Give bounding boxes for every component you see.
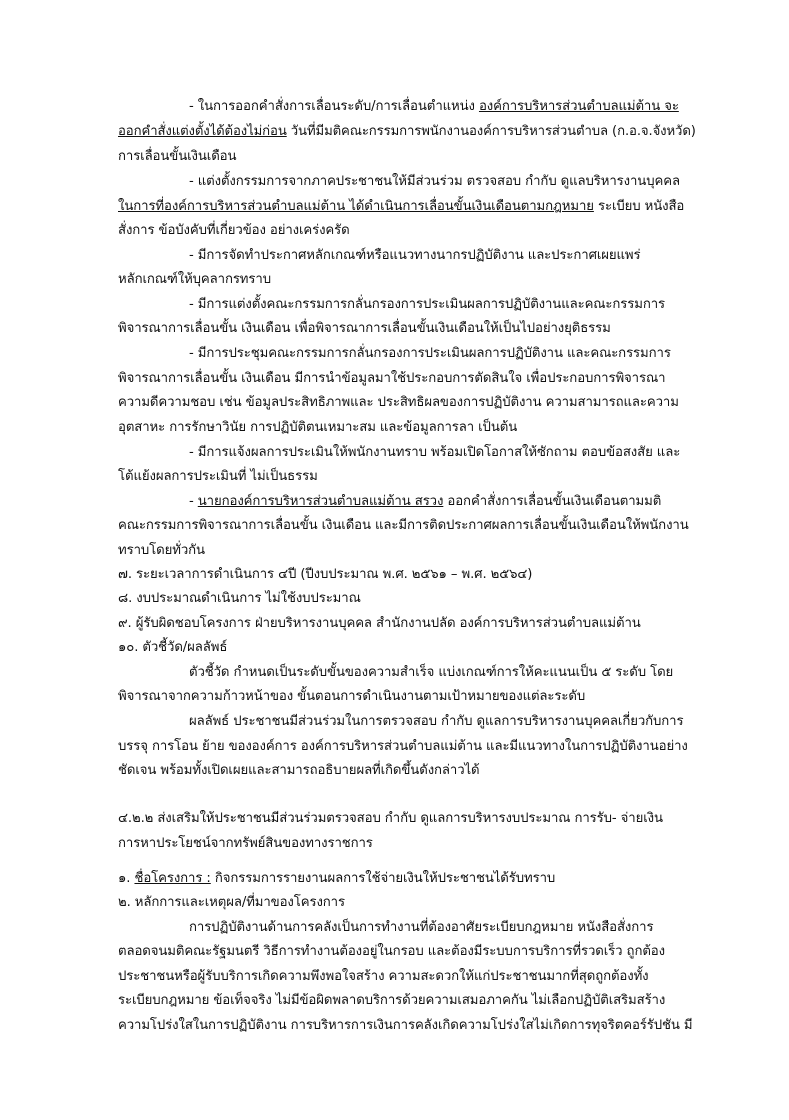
text-run: - มีการประชุมคณะกรรมการกลั่นกรองการประเมินผลการปฏิบัติงาน และคณะกรรมการ [189, 346, 671, 361]
text-run: ๗. ระยะเวลาการดำเนินการ ๔ปี (ปีงบประมาณ พ.ศ. ๒๕๖๑ – พ.ศ. ๒๕๖๔) [118, 567, 533, 582]
text-line [189, 172, 680, 192]
text-line [118, 942, 665, 962]
text-run: พิจารณาการเลื่อนขั้น เงินเดือน มีการนำข้อมูลมาใช้ประกอบการตัดสินใจ เพื่อประกอบการพิจารณา [118, 371, 666, 386]
text-run: อุตสาหะ การรักษาวินัย การปฏิบัติตนเหมาะสม และข้อมูลการลา เป็นต้น [118, 420, 518, 435]
text-line [118, 761, 480, 781]
text-run: พิจารณาการเลื่อนขั้น เงินเดือน เพื่อพิจารณาการเลื่อนขั้นเงินเดือนให้เป็นไปอย่างยุติธรรม [118, 321, 611, 336]
text-line [118, 834, 373, 854]
text-line [118, 991, 665, 1011]
text-run: ๘. งบประมาณดำเนินการ ไม่ใช้งบประมาณ [118, 591, 361, 606]
text-run: ผลลัพธ์ ประชาชนมีส่วนร่วมในการตรวจสอบ กำกับ ดูแลการบริหารงานบุคคลเกี่ยวกับการ [189, 714, 684, 729]
text-line [118, 809, 663, 829]
text-run: การหาประโยชน์จากทรัพย์สินของทางราชการ [118, 836, 373, 851]
text-run: ตัวชี้วัด กำหนดเป็นระดับขั้นของความสำเร็จ แบ่งเกณฑ์การให้คะแนนเป็น ๕ ระดับ โดย [189, 665, 674, 680]
text-run: - [189, 494, 198, 509]
text-run: ทราบโดยทั่วกัน [118, 543, 205, 558]
text-line [118, 869, 555, 889]
text-run: สั่งการ ข้อบังคับที่เกี่ยวข้อง อย่างเคร่งครัด [118, 223, 350, 238]
text-line [189, 663, 673, 683]
text-line [189, 492, 661, 512]
text-run: ตลอดจนมติคณะรัฐมนตรี วิธีการทำงานต้องอยู่ในกรอบ และต้องมีระบบการบริการที่รวดเร็ว ถูกต้อง [118, 944, 665, 959]
underlined-text: นายกองค์การบริหารส่วนตำบลแม่ต้าน สรวง [197, 494, 444, 509]
text-run: ระเบียบกฎหมาย ข้อเท็จจริง ไม่มีข้อผิดพลาดบริการด้วยความเสมอภาคกัน ไม่เลือกปฏิบัติเสริมสร้าง [118, 993, 666, 1008]
text-line [118, 589, 361, 609]
text-run: หลักเกณฑ์ให้บุคลากรทราบ [118, 272, 271, 287]
text-line [118, 147, 236, 167]
text-run: - ในการออกคำสั่งการเลื่อนระดับ/การเลื่อนตำแหน่ง [189, 99, 479, 114]
text-line [118, 687, 585, 707]
text-run: ๒. หลักการและเหตุผล/ที่มาของโครงการ [118, 895, 345, 910]
text-line [189, 443, 680, 463]
text-line [118, 737, 688, 757]
text-run: ๙. ผู้รับผิดชอบโครงการ ฝ่ายบริหารงานบุคคล สำนักงานปลัด องค์การบริหารส่วนตำบลแม่ต้าน [118, 616, 641, 631]
text-run: ๑๐. ตัวชี้วัด/ผลลัพธ์ [118, 640, 228, 655]
text-line [118, 516, 689, 536]
text-line [118, 393, 679, 413]
text-run: - มีการจัดทำประกาศหลักเกณฑ์หรือแนวทางนากรปฏิบัติงาน และประกาศเผยแพร่ [189, 248, 641, 263]
text-line [118, 614, 641, 634]
text-run: ระเบียบ หนังสือ [593, 199, 685, 214]
text-run: วันที่มีมติคณะกรรมการพนักงานองค์การบริหารส่วนตำบล (ก.อ.จ.จังหวัด) [286, 124, 696, 139]
text-run: ๑. [118, 871, 135, 886]
text-run: ความโปร่งใสในการปฏิบัติงาน การบริหารการเงินการคลังเกิดความโปร่งใสไม่เกิดการทุจริตคอร์รัปชัน มี [118, 1018, 693, 1033]
text-run: คณะกรรมการพิจารณาการเลื่อนขั้น เงินเดือน และมีการติดประกาศผลการเลื่อนขั้นเงินเดือนให้พนักงาน [118, 518, 689, 533]
text-line [118, 967, 649, 987]
text-run: ๔.๒.๒ ส่งเสริมให้ประชาชนมีส่วนร่วมตรวจสอบ กำกับ ดูแลการบริหารงบประมาณ การรับ- จ่ายเงิน [118, 811, 663, 826]
text-line [118, 122, 696, 142]
text-run: ประชาชนหรือผู้รับบริการเกิดความพึงพอใจสร้าง ความสะดวกให้แก่ประชาชนมากที่สุดถูกต้องทั้ง [118, 969, 649, 984]
text-line [118, 893, 345, 913]
text-line [189, 918, 653, 938]
text-run: - มีการแจ้งผลการประเมินให้พนักงานทราบ พร้อมเปิดโอกาสให้ซักถาม ตอบข้อสงสัย และ [189, 445, 681, 460]
text-line [118, 1016, 692, 1036]
text-line [189, 295, 665, 315]
text-run: ออกคำสั่งการเลื่อนขั้นเงินเดือนตามมติ [443, 494, 662, 509]
text-run: การเลื่อนขั้นเงินเดือน [118, 149, 237, 164]
text-line [189, 97, 679, 117]
text-line [118, 221, 350, 241]
text-line [118, 197, 684, 217]
text-line [189, 712, 683, 732]
text-run: การปฏิบัติงานด้านการคลังเป็นการทำงานที่ต้องอาศัยระเบียบกฎหมาย หนังสือสั่งการ [189, 920, 654, 935]
text-run: กิจกรรมการรายงานผลการใช้จ่ายเงินให้ประชาชนได้รับทราบ [210, 871, 556, 886]
text-line [118, 565, 532, 585]
text-line [118, 541, 205, 561]
text-run: - มีการแต่งตั้งคณะกรรมการกลั่นกรองการประเมินผลการปฏิบัติงานและคณะกรรมการ [189, 297, 666, 312]
text-line [118, 270, 271, 290]
text-line [118, 418, 517, 438]
text-run: - แต่งตั้งกรรมการจากภาคประชาชนให้มีส่วนร่วม ตรวจสอบ กำกับ ดูแลบริหารงานบุคคล [189, 174, 680, 189]
text-run: โต้แย้งผลการประเมินที่ ไม่เป็นธรรม [118, 469, 318, 484]
text-line [118, 369, 665, 389]
underlined-text: ชื่อโครงการ : [134, 871, 211, 886]
text-run: พิจารณาจากความก้าวหน้าของ ขั้นตอนการดำเนินงานตามเป้าหมายของแต่ละระดับ [118, 689, 586, 704]
text-run: ความดีความชอบ เช่น ข้อมูลประสิทธิภาพและ ประสิทธิผลของการปฏิบัติงาน ความสามารถและความ [118, 395, 679, 410]
text-line [118, 638, 227, 658]
text-line [118, 467, 318, 487]
text-line [118, 319, 611, 339]
underlined-text: ในการที่องค์การบริหารส่วนตำบลแม่ต้าน ได้ดำเนินการเลื่อนขั้นเงินเดือนตามกฎหมาย [118, 199, 594, 214]
text-line [189, 246, 641, 266]
underlined-text: องค์การบริหารส่วนตำบลแม่ต้าน จะ [478, 99, 679, 114]
underlined-text: ออกคำสั่งแต่งตั้งได้ต้องไม่ก่อน [118, 124, 287, 139]
text-line [189, 344, 671, 364]
text-run: ชัดเจน พร้อมทั้งเปิดเผยและสามารถอธิบายผลที่เกิดขึ้นดังกล่าวได้ [118, 763, 480, 778]
text-run: บรรจุ การโอน ย้าย ขององค์การ องค์การบริหารส่วนตำบลแม่ต้าน และมีแนวทางในการปฏิบัติงานอย่าง [118, 739, 688, 754]
